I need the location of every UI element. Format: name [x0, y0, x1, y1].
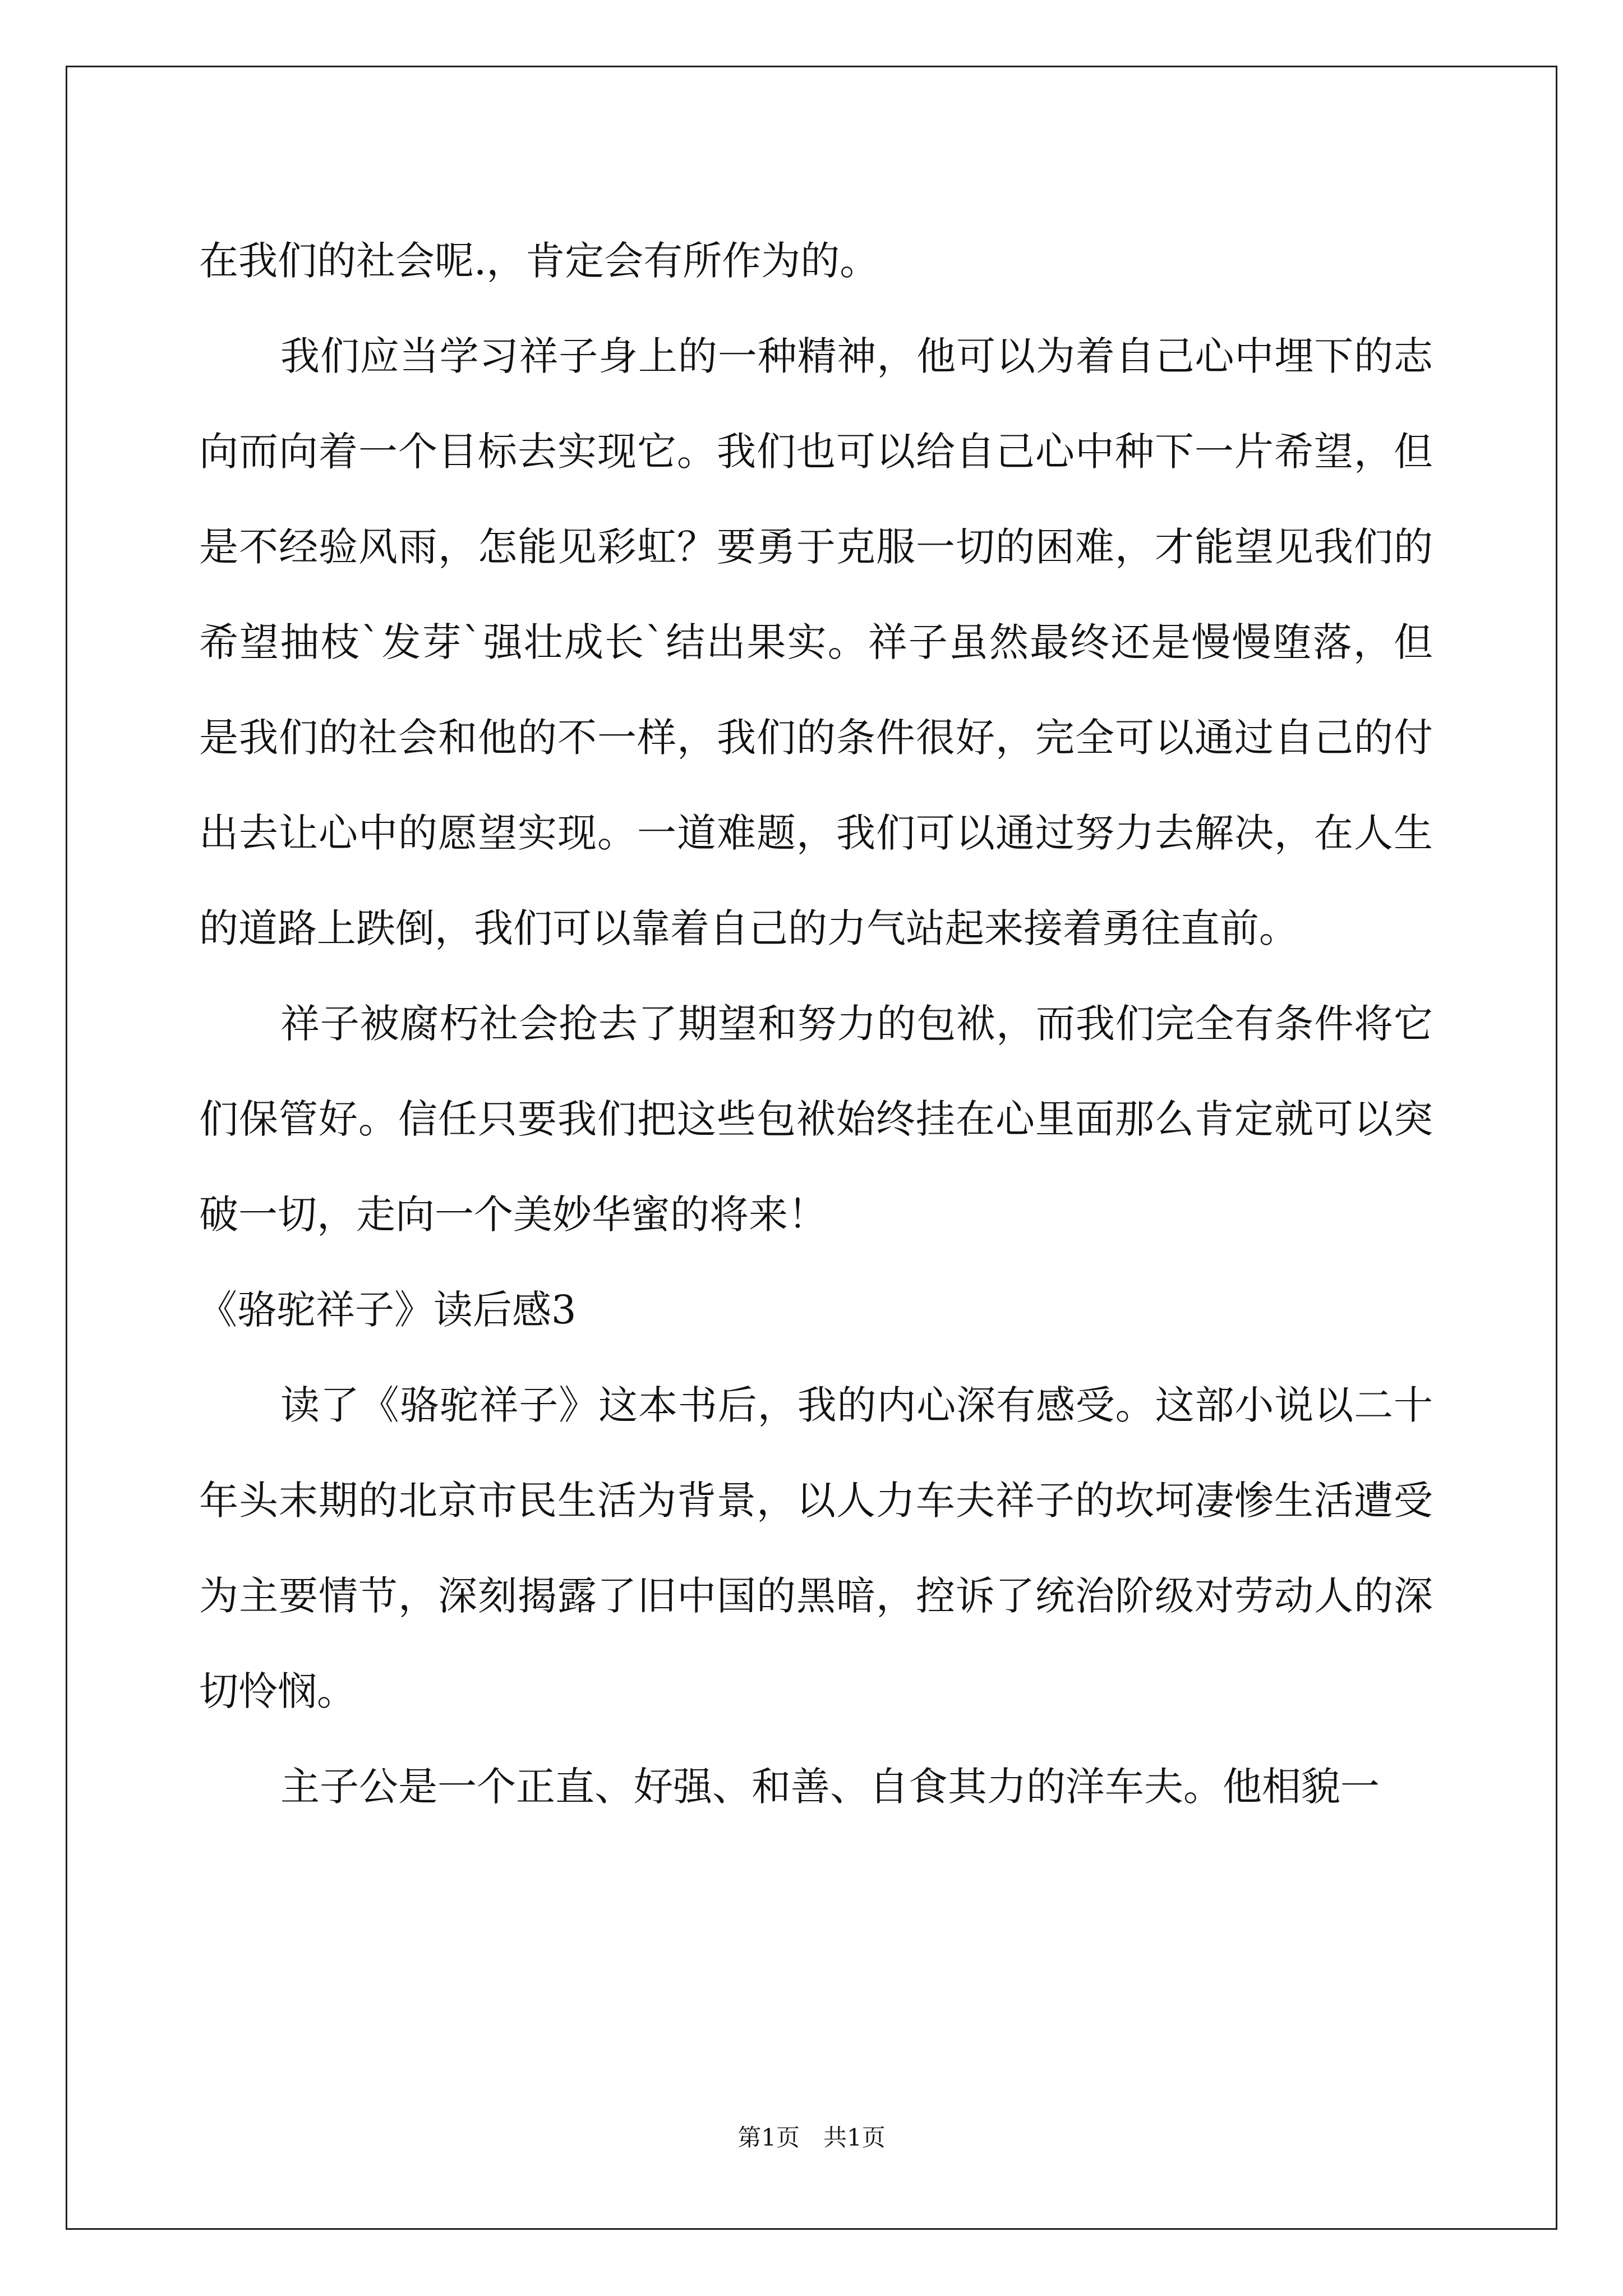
page-number: 第1页 共1页: [737, 2124, 886, 2151]
paragraph-spirit: 我们应当学习祥子身上的一种精神，他可以为着自己心中埋下的志向而向着一个目标去实现它。我们也可以给自己心中种下一片希望，但是不经验风雨，怎能见彩虹？要勇于克服一切的困难，才能望见我们的希望抽枝`发芽`强壮成长`结出果实。祥子虽然最终还是慢慢堕落，但是我们的社会和他的不一样，我们的条件很好，完全可以通过自己的付出去让心中的愿望实现。一道难题，我们可以通过努力去解决，在人生的道路上跌倒，我们可以靠着自己的力气站起来接着勇往直前。: [199, 333, 1433, 951]
document-body: [199, 213, 1433, 1834]
paragraph-continuation: 在我们的社会呢.，肯定会有所作为的。: [199, 238, 879, 284]
paragraph-feeling: 读了《骆驼祥子》这本书后，我的内心深有感受。这部小说以二十年头末期的北京市民生活为背景，以人力车夫祥子的坎坷凄惨生活遭受为主要情节，深刻揭露了旧中国的黑暗，控诉了统治阶级对劳动人的深切怜悯。: [199, 1382, 1433, 1714]
paragraph-burden: 祥子被腐朽社会抢去了期望和努力的包袱，而我们完全有条件将它们保管好。信任只要我们把这些包袱始终挂在心里面那么肯定就可以突破一切，走向一个美妙华蜜的将来！: [199, 1001, 1433, 1237]
paragraph-protagonist: 主子公是一个正直、好强、和善、自食其力的洋车夫。他相貌一: [280, 1764, 1380, 1810]
section-title: 《骆驼祥子》读后感3: [198, 1287, 577, 1333]
